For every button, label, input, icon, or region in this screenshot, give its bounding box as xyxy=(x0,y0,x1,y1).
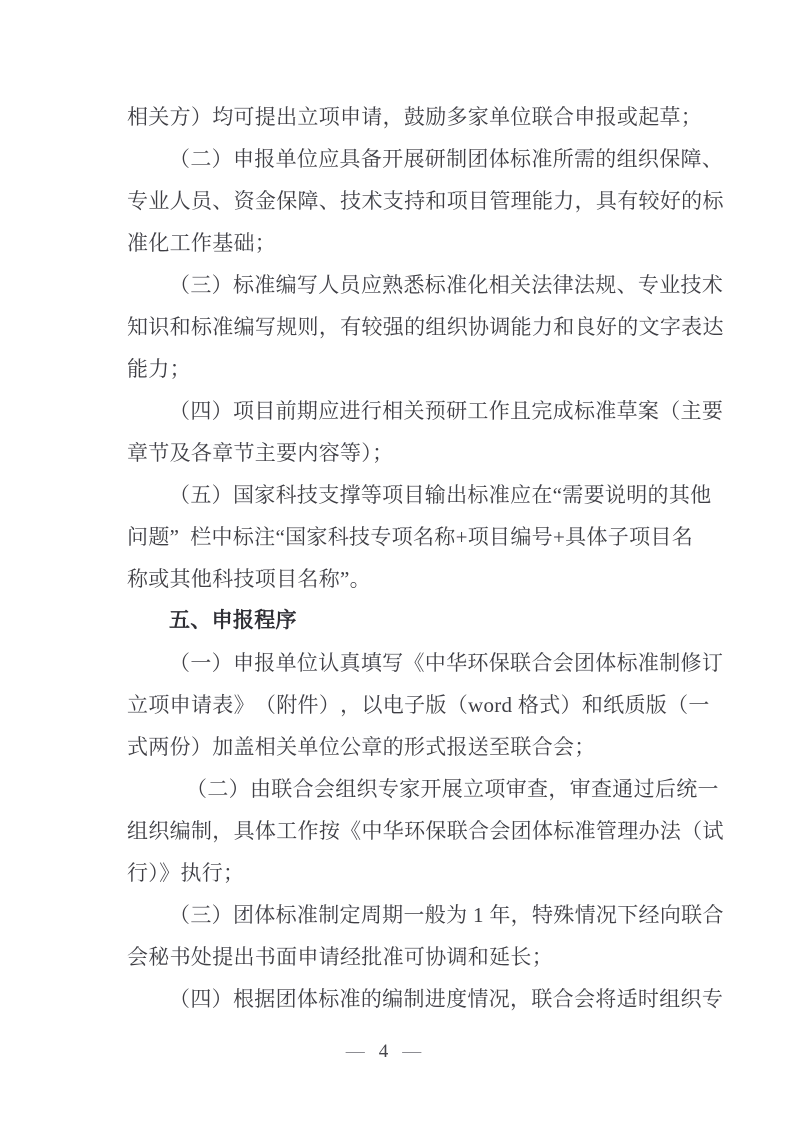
text-line: 知 识 和 标 准 编 写 规 则 ， 有 较 强 的 组 织 协 调 能 力 和 良 好 的 文 字 表 达 xyxy=(127,315,724,339)
footer-dash-right: — xyxy=(402,1041,422,1062)
footer-dash-left: — xyxy=(345,1041,365,1062)
text-line: 章节及各章节主要内容等）； xyxy=(127,441,394,465)
text-line: 专 业 人 员 、 资 金 保 障 、 技 术 支 持 和 项 目 管 理 能 力 ， 具 有 较 好 的 标 xyxy=(127,189,724,213)
text-line: （ 四 ） 根 据 团 体 标 准 的 编 制 进 度 情 况 ， 联 合 会 将 适 时 组 织 专 xyxy=(169,987,724,1011)
text-line: （ 四 ） 项 目 前 期 应 进 行 相 关 预 研 工 作 且 完 成 标 准 草 案 （ 主 要 xyxy=(169,399,724,423)
document-body xyxy=(127,96,724,1020)
text-line: 准化工作基础； xyxy=(127,231,277,255)
text-line: （ 一 ） 申 报 单 位 认 真 填 写 《 中 华 环 保 联 合 会 团 体 标 准 制 修 订 xyxy=(169,651,724,675)
page-footer xyxy=(0,1038,780,1066)
text-line: 式两份）加盖相关单位公章的形式报送至联合会； xyxy=(127,735,596,759)
text-line: （ 五 ） 国 家 科 技 支 撑 等 项 目 输 出 标 准 应 在 “ 需 要 说 明 的 其 他 xyxy=(169,483,712,507)
page-number: 4 xyxy=(378,1041,389,1062)
text-line: 会秘书处提出书面申请经批准可协调和延长； xyxy=(127,945,553,969)
section-heading: 五、申报程序 xyxy=(169,609,297,632)
text-line: 称或其他科技项目名称”。 xyxy=(127,567,371,591)
text-line: （ 二 ） 申 报 单 位 应 具 备 开 展 研 制 团 体 标 准 所 需 的 组 织 保 障 、 xyxy=(169,147,724,171)
text-line: 组 织 编 制 ， 具 体 工 作 按 《 中 华 环 保 联 合 会 团 体 标 准 管 理 办 法 （ 试 xyxy=(127,819,724,843)
text-line: （ 二 ） 由 联 合 会 组 织 专 家 开 展 立 项 审 查 ， 审 查 通 过 后 统 一 xyxy=(186,777,719,801)
text-line: 行）》执行； xyxy=(127,861,245,885)
text-line: （ 三 ） 标 准 编 写 人 员 应 熟 悉 标 准 化 相 关 法 律 法 规 、 专 业 技 术 xyxy=(169,273,724,297)
text-line: 相关方）均可提出立项申请，鼓励多家单位联合申报或起草； xyxy=(127,105,703,129)
text-line: 能力； xyxy=(127,357,191,381)
text-line: （ 三 ） 团 体 标 准 制 定 周 期 一 般 为 1 年 ， 特 殊 情 况 下 经 向 联 合 xyxy=(169,903,724,927)
text-line: 问 题 ” 栏 中 标 注 “ 国 家 科 技 专 项 名 称 + 项 目 编 号 + 具 体 子 项 目 名 xyxy=(127,525,693,549)
text-line: 立 项 申 请 表 》 （ 附 件 ） ， 以 电 子 版 （ word 格 式 ） 和 纸 质 版 （ 一 xyxy=(127,693,710,717)
